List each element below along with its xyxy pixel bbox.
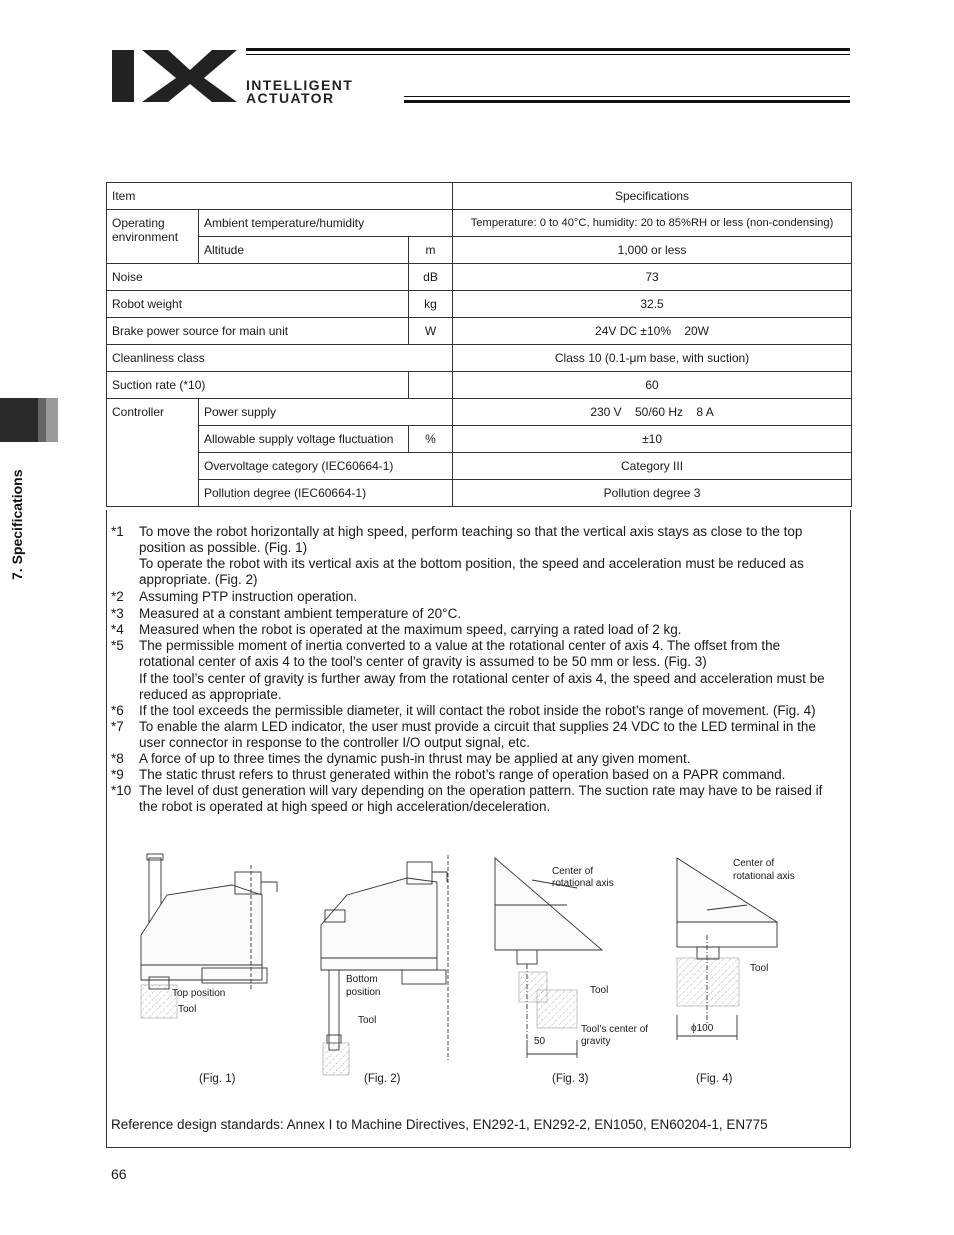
table-row <box>107 291 852 318</box>
note-key: *8 <box>111 751 124 766</box>
chapter-label: 7. Specifications <box>9 469 25 580</box>
fig3-dimension: 50 <box>534 1036 546 1047</box>
fluctuation-unit: % <box>409 426 453 453</box>
controller-group: Controller <box>107 399 199 507</box>
note-line: The permissible moment of inertia converted to a value at the rotational center of axis 4. The offset from the <box>139 638 781 653</box>
note-line: Assuming PTP instruction operation. <box>139 589 358 604</box>
fig4-tool-shape <box>677 958 739 1006</box>
note-line: reduced as appropriate. <box>139 687 282 702</box>
note-key: *10 <box>111 783 132 798</box>
table-row <box>107 426 852 453</box>
table-row <box>107 372 852 399</box>
altitude-value: 1,000 or less <box>453 237 852 264</box>
fluctuation-label: Allowable supply voltage fluctuation <box>199 426 409 453</box>
header-rule <box>246 48 850 51</box>
fig3-label-gravity: gravity <box>581 1036 611 1047</box>
suction-unit <box>409 372 453 399</box>
fig1-label-tool: Tool <box>178 1004 197 1015</box>
note-key: *9 <box>111 767 124 782</box>
note-line: user connector in response to the controller I/O output signal, etc. <box>139 735 530 750</box>
fluctuation-value: ±10 <box>453 426 852 453</box>
note-line: To enable the alarm LED indicator, the user must provide a circuit that supplies 24 VDC to the LED terminal in the <box>139 719 816 734</box>
ambient-value: Temperature: 0 to 40°C, humidity: 20 to 85%RH or less (non-condensing) <box>453 210 852 237</box>
fig2-tool-shape <box>323 1043 349 1075</box>
overvoltage-label: Overvoltage category (IEC60664-1) <box>199 453 453 480</box>
pollution-label: Pollution degree (IEC60664-1) <box>199 480 453 507</box>
brand-line-2: ACTUATOR <box>246 90 335 106</box>
table-row <box>107 210 852 237</box>
fig4-dimension: ϕ100 <box>691 1023 714 1034</box>
note-key: *3 <box>111 606 124 621</box>
brand-line-1: INTELLIGENT <box>246 77 354 93</box>
altitude-label: Altitude <box>199 237 409 264</box>
altitude-unit: m <box>409 237 453 264</box>
header-rule <box>404 96 850 97</box>
ix-logo-icon <box>112 48 237 104</box>
table-row <box>107 480 852 507</box>
weight-label: Robot weight <box>107 291 409 318</box>
power-supply-value: 230 V 50/60 Hz 8 A <box>453 399 852 426</box>
ambient-label: Ambient temperature/humidity <box>199 210 453 237</box>
reference-standards: Reference design standards: Annex I to Machine Directives, EN292-1, EN292-2, EN1050, EN60204-1, EN775 <box>111 1117 768 1132</box>
noise-unit: dB <box>409 264 453 291</box>
note-key: *5 <box>111 638 124 653</box>
fig2-label-position: position <box>346 987 381 998</box>
note-line: Measured when the robot is operated at the maximum speed, carrying a rated load of 2 kg. <box>139 622 682 637</box>
fig3-caption: (Fig. 3) <box>552 1073 589 1085</box>
pollution-value: Pollution degree 3 <box>453 480 852 507</box>
note-line: The static thrust refers to thrust generated within the robot’s range of operation based on a PAPR command. <box>139 767 786 782</box>
note-line: rotational center of axis 4 to the tool’s center of gravity is assumed to be 50 mm or less. (Fig. 3) <box>139 654 707 669</box>
note-line: If the tool exceeds the permissible diameter, it will contact the robot inside the robot’s range of movement. (Fig. 4) <box>139 703 816 718</box>
table-row <box>107 264 852 291</box>
note-line: The level of dust generation will vary depending on the operation pattern. The suction rate may have to be raised if <box>139 783 823 798</box>
fig4-label-rotational-axis: rotational axis <box>733 871 795 882</box>
header-rule <box>404 100 850 103</box>
operating-env-group: Operating environment <box>107 210 199 264</box>
table-row <box>107 318 852 345</box>
fig3-label-cog: Tool’s center of <box>581 1024 649 1035</box>
cleanliness-value: Class 10 (0.1-μm base, with suction) <box>453 345 852 372</box>
note-line: the robot is operated at high speed or high acceleration/deceleration. <box>139 799 551 814</box>
fig2-label-tool: Tool <box>358 1015 377 1026</box>
table-row <box>107 237 852 264</box>
specifications-table <box>106 182 852 507</box>
suction-value: 60 <box>453 372 852 399</box>
fig1-robot-drawing <box>141 854 277 990</box>
note-line: To move the robot horizontally at high speed, perform teaching so that the vertical axis stays as close to the top <box>139 524 803 539</box>
cleanliness-label: Cleanliness class <box>107 345 453 372</box>
note-key: *2 <box>111 589 124 604</box>
noise-value: 73 <box>453 264 852 291</box>
fig3-label-center: Center of <box>552 866 594 877</box>
fig1-caption: (Fig. 1) <box>199 1073 236 1085</box>
fig3-label-tool: Tool <box>590 985 609 996</box>
table-row <box>107 453 852 480</box>
note-line: Measured at a constant ambient temperature of 20°C. <box>139 606 462 621</box>
note-line: position as possible. (Fig. 1) <box>139 540 308 555</box>
fig1-label-top-position: Top position <box>172 988 226 999</box>
fig4-diagram <box>677 858 777 1040</box>
note-line: If the tool’s center of gravity is further away from the rotational center of axis 4, the speed and acceleration must be <box>139 671 825 686</box>
suction-label: Suction rate (*10) <box>107 372 409 399</box>
brake-label: Brake power source for main unit <box>107 318 409 345</box>
notes-box <box>106 510 851 1148</box>
chapter-tab <box>0 398 58 442</box>
fig2-label-bottom: Bottom <box>346 974 378 985</box>
page-number: 66 <box>111 1166 127 1182</box>
brake-unit: W <box>409 318 453 345</box>
fig2-caption: (Fig. 2) <box>364 1073 401 1085</box>
note-line: appropriate. (Fig. 2) <box>139 572 258 587</box>
header-specifications: Specifications <box>453 183 852 210</box>
header-rule <box>246 54 850 55</box>
note-line: A force of up to three times the dynamic push-in thrust may be applied at any given moment. <box>139 751 691 766</box>
fig3-label-rotational-axis: rotational axis <box>552 878 614 889</box>
fig4-label-tool: Tool <box>750 963 769 974</box>
header-item: Item <box>107 183 453 210</box>
table-row <box>107 399 852 426</box>
weight-unit: kg <box>409 291 453 318</box>
table-row <box>107 183 852 210</box>
weight-value: 32.5 <box>453 291 852 318</box>
fig3-tool-shape <box>537 990 577 1028</box>
note-line: To operate the robot with its vertical axis at the bottom position, the speed and acceleration must be reduced as <box>139 556 804 571</box>
fig2-robot-drawing <box>321 855 448 1060</box>
noise-label: Noise <box>107 264 409 291</box>
note-key: *7 <box>111 719 124 734</box>
power-supply-label: Power supply <box>199 399 453 426</box>
note-key: *4 <box>111 622 124 637</box>
overvoltage-value: Category III <box>453 453 852 480</box>
note-key: *1 <box>111 524 124 539</box>
fig4-label-center: Center of <box>733 858 775 869</box>
fig4-caption: (Fig. 4) <box>696 1073 733 1085</box>
note-key: *6 <box>111 703 124 718</box>
table-row <box>107 345 852 372</box>
brake-value: 24V DC ±10% 20W <box>453 318 852 345</box>
